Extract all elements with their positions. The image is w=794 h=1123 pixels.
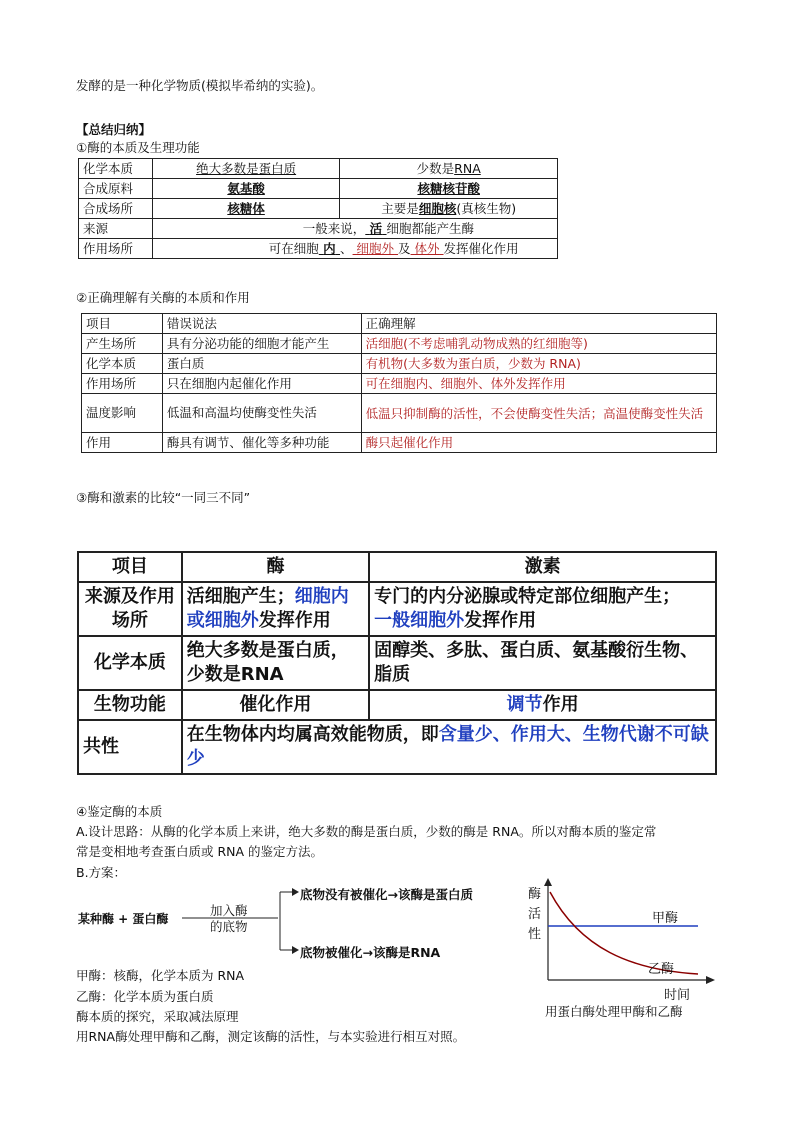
cell: 酶只起催化作用 (361, 433, 716, 453)
table-row (82, 334, 717, 354)
cell: 具有分泌功能的细胞才能产生 (162, 334, 361, 354)
header-cell: 正确理解 (361, 314, 716, 334)
enzyme-hormone-table (77, 551, 717, 775)
cell: 低温只抑制酶的活性，不会使酶变性失活；高温使酶变性失活 (361, 394, 716, 433)
section3-title: ③酶和激素的比较“一同三不同” (76, 490, 251, 505)
header-cell: 酶 (182, 552, 369, 582)
table-header (78, 552, 716, 582)
table-row (82, 354, 717, 374)
table-row (79, 159, 558, 179)
enzyme-misconception-table (81, 313, 717, 453)
table-row (82, 433, 717, 453)
design-text-1: A.设计思路：从酶的化学本质上来讲，绝大多数的酶是蛋白质，少数的酶是 RNA。所以对酶本质的鉴定常 (76, 824, 657, 839)
flow-result-rna: 底物被催化→该酶是RNA (300, 945, 441, 960)
header-cell: 项目 (82, 314, 163, 334)
cell: 主要是细胞核(真核生物) (340, 199, 558, 219)
plan-title: B.方案： (76, 865, 127, 880)
cell: 催化作用 (182, 690, 369, 720)
row-label: 来源 (79, 219, 153, 239)
cell: 温度影响 (82, 394, 163, 433)
row-label: 合成原料 (79, 179, 153, 199)
graph-caption: 用蛋白酶处理甲酶和乙酶 (545, 1004, 683, 1019)
cell: 绝大多数是蛋白质，少数是RNA (182, 636, 369, 690)
cell: 低温和高温均使酶变性失活 (162, 394, 361, 433)
cell: 有机物(大多数为蛋白质，少数为 RNA) (361, 354, 716, 374)
series-yi-curve (550, 892, 698, 974)
section4-title: ④鉴定酶的本质 (76, 804, 163, 819)
row-label: 共性 (78, 720, 182, 774)
cell: 核糖体 (152, 199, 340, 219)
table-row (79, 199, 558, 219)
cell: 少数是RNA (340, 159, 558, 179)
cell: 产生场所 (82, 334, 163, 354)
enzyme-a-note: 甲酶：核酶，化学本质为 RNA (76, 968, 245, 983)
cell: 可在细胞 内 、 细胞外 及 体外 发挥催化作用 (152, 239, 557, 259)
cell: 氨基酸 (152, 179, 340, 199)
y-axis-arrow (544, 878, 552, 886)
cell: 只在细胞内起催化作用 (162, 374, 361, 394)
cell: 活细胞(不考虑哺乳动物成熟的红细胞等) (361, 334, 716, 354)
graph-xlabel: 时间 (664, 988, 691, 1003)
row-label: 生物功能 (78, 690, 182, 720)
table-row (82, 374, 717, 394)
row-label: 来源及作用场所 (78, 582, 182, 636)
design-text-2: 常是变相地考查蛋白质或 RNA 的鉴定方法。 (76, 844, 324, 859)
x-axis-arrow (706, 976, 715, 984)
cell: 作用场所 (82, 374, 163, 394)
header-cell: 激素 (369, 552, 716, 582)
cell: 酶具有调节、催化等多种功能 (162, 433, 361, 453)
series-yi-label: 乙酶 (648, 962, 675, 977)
cell: 可在细胞内、细胞外、体外发挥作用 (361, 374, 716, 394)
activity-graph (540, 878, 720, 988)
row-label: 化学本质 (79, 159, 153, 179)
table-header (82, 314, 717, 334)
table-row (78, 720, 716, 774)
cell: 化学本质 (82, 354, 163, 374)
intro-text: 发酵的是一种化学物质(模拟毕希纳的实验)。 (76, 78, 324, 93)
flow-result-protein: 底物没有被催化→该酶是蛋白质 (300, 887, 473, 902)
row-label: 化学本质 (78, 636, 182, 690)
cell: 作用 (82, 433, 163, 453)
graph-ylabel: 酶 活 性 (528, 887, 542, 942)
series-jia-label: 甲酶 (652, 911, 679, 926)
flow-start: 某种酶 + 蛋白酶 (78, 912, 169, 926)
cell: 在生物体内均属高效能物质，即含量少、作用大、生物代谢不可缺少 (182, 720, 716, 774)
row-label: 合成场所 (79, 199, 153, 219)
cell: 调节作用 (369, 690, 716, 720)
cell: 蛋白质 (162, 354, 361, 374)
table-row (78, 582, 716, 636)
enzyme-nature-table (78, 158, 558, 259)
enzyme-b-note: 乙酶：化学本质为蛋白质 (76, 989, 214, 1004)
flow-condition: 加入酶 的底物 (210, 903, 248, 934)
principle-note: 酶本质的探究，采取减法原理 (76, 1009, 239, 1024)
header-cell: 项目 (78, 552, 182, 582)
cell: 专门的内分泌腺或特定部位细胞产生； 一般细胞外发挥作用 (369, 582, 716, 636)
cell: 一般来说， 活 细胞都能产生酶 (152, 219, 557, 239)
summary-title: 【总结归纳】 (76, 122, 152, 137)
table-row (79, 239, 558, 259)
table-row (82, 394, 717, 433)
header-cell: 错误说法 (162, 314, 361, 334)
table-row (78, 690, 716, 720)
table-row (78, 636, 716, 690)
table-row (79, 179, 558, 199)
row-label: 作用场所 (79, 239, 153, 259)
section1-title: ①酶的本质及生理功能 (76, 140, 200, 155)
cell: 固醇类、多肽、蛋白质、氨基酸衍生物、脂质 (369, 636, 716, 690)
table-row (79, 219, 558, 239)
control-note: 用RNA酶处理甲酶和乙酶，测定该酶的活性，与本实验进行相互对照。 (76, 1029, 466, 1044)
flow-arrows (180, 884, 300, 964)
cell: 活细胞产生；细胞内或细胞外发挥作用 (182, 582, 369, 636)
cell: 绝大多数是蛋白质 (152, 159, 340, 179)
section2-title: ②正确理解有关酶的本质和作用 (76, 290, 250, 305)
cell: 核糖核苷酸 (340, 179, 558, 199)
